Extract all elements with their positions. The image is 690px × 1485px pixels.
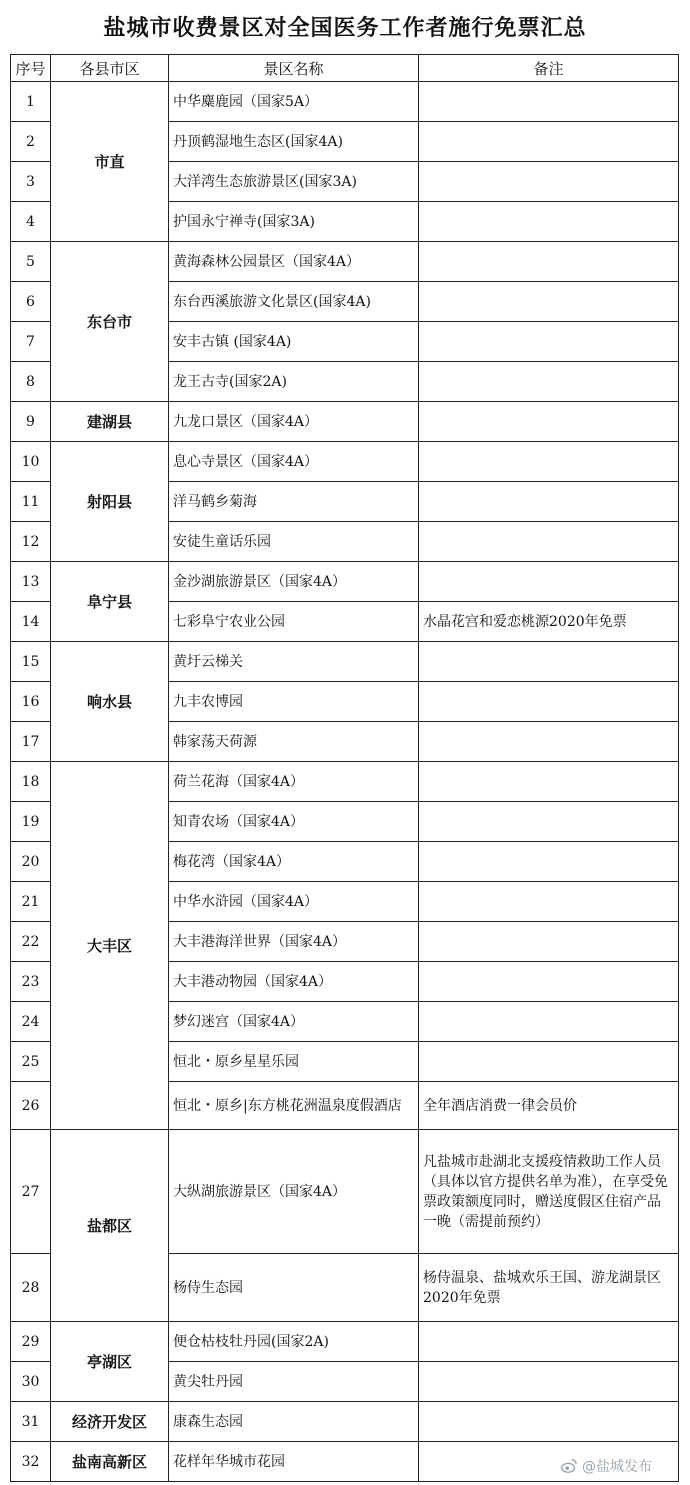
spot-name: 洋马鹤乡菊海 bbox=[169, 482, 419, 522]
row-number: 12 bbox=[11, 522, 51, 562]
table-body bbox=[11, 82, 679, 1482]
row-number: 1 bbox=[11, 82, 51, 122]
row-number: 25 bbox=[11, 1042, 51, 1082]
note-cell bbox=[419, 122, 679, 162]
note-cell bbox=[419, 722, 679, 762]
table-row bbox=[11, 82, 679, 122]
note-cell bbox=[419, 242, 679, 282]
spot-name: 花样年华城市花园 bbox=[169, 1442, 419, 1482]
row-number: 29 bbox=[11, 1322, 51, 1362]
spot-name: 护国永宁禅寺(国家3A) bbox=[169, 202, 419, 242]
row-number: 26 bbox=[11, 1082, 51, 1130]
row-number: 19 bbox=[11, 802, 51, 842]
county-cell: 市直 bbox=[51, 82, 169, 242]
table-row bbox=[11, 642, 679, 682]
county-cell: 射阳县 bbox=[51, 442, 169, 562]
scenic-spot-table bbox=[10, 54, 679, 1482]
header-no: 序号 bbox=[11, 55, 51, 82]
row-number: 11 bbox=[11, 482, 51, 522]
note-cell bbox=[419, 922, 679, 962]
row-number: 23 bbox=[11, 962, 51, 1002]
spot-name: 中华麋鹿园（国家5A） bbox=[169, 82, 419, 122]
row-number: 6 bbox=[11, 282, 51, 322]
note-cell bbox=[419, 642, 679, 682]
note-cell bbox=[419, 362, 679, 402]
table-row bbox=[11, 1130, 679, 1254]
note-cell bbox=[419, 762, 679, 802]
spot-name: 荷兰花海（国家4A） bbox=[169, 762, 419, 802]
spot-name: 九龙口景区（国家4A） bbox=[169, 402, 419, 442]
county-cell: 盐都区 bbox=[51, 1130, 169, 1322]
spot-name: 黄圩云梯关 bbox=[169, 642, 419, 682]
note-cell bbox=[419, 562, 679, 602]
row-number: 18 bbox=[11, 762, 51, 802]
spot-name: 杨侍生态园 bbox=[169, 1254, 419, 1322]
spot-name: 恒北・原乡|东方桃花洲温泉度假酒店 bbox=[169, 1082, 419, 1130]
table-row bbox=[11, 1402, 679, 1442]
row-number: 3 bbox=[11, 162, 51, 202]
header-row bbox=[11, 55, 679, 82]
row-number: 7 bbox=[11, 322, 51, 362]
county-cell: 经济开发区 bbox=[51, 1402, 169, 1442]
page-title: 盐城市收费景区对全国医务工作者施行免票汇总 bbox=[103, 15, 587, 41]
spot-name: 大洋湾生态旅游景区(国家3A) bbox=[169, 162, 419, 202]
spot-name: 安徒生童话乐园 bbox=[169, 522, 419, 562]
spot-name: 丹顶鹤湿地生态区(国家4A) bbox=[169, 122, 419, 162]
note-cell bbox=[419, 322, 679, 362]
note-cell bbox=[419, 82, 679, 122]
table-row bbox=[11, 1322, 679, 1362]
note-cell bbox=[419, 802, 679, 842]
table-row bbox=[11, 242, 679, 282]
spot-name: 金沙湖旅游景区（国家4A） bbox=[169, 562, 419, 602]
spot-name: 息心寺景区（国家4A） bbox=[169, 442, 419, 482]
header-note: 备注 bbox=[419, 55, 679, 82]
table-row bbox=[11, 402, 679, 442]
header-county: 各县市区 bbox=[51, 55, 169, 82]
note-cell bbox=[419, 1362, 679, 1402]
row-number: 13 bbox=[11, 562, 51, 602]
note-cell bbox=[419, 1002, 679, 1042]
spot-name: 龙王古寺(国家2A) bbox=[169, 362, 419, 402]
county-cell: 大丰区 bbox=[51, 762, 169, 1130]
spot-name: 便仓枯枝牡丹园(国家2A) bbox=[169, 1322, 419, 1362]
row-number: 21 bbox=[11, 882, 51, 922]
table-row bbox=[11, 562, 679, 602]
row-number: 32 bbox=[11, 1442, 51, 1482]
county-cell: 建湖县 bbox=[51, 402, 169, 442]
row-number: 16 bbox=[11, 682, 51, 722]
row-number: 24 bbox=[11, 1002, 51, 1042]
row-number: 28 bbox=[11, 1254, 51, 1322]
note-cell bbox=[419, 522, 679, 562]
row-number: 22 bbox=[11, 922, 51, 962]
note-cell bbox=[419, 162, 679, 202]
row-number: 14 bbox=[11, 602, 51, 642]
row-number: 20 bbox=[11, 842, 51, 882]
note-cell bbox=[419, 1042, 679, 1082]
row-number: 17 bbox=[11, 722, 51, 762]
county-cell: 响水县 bbox=[51, 642, 169, 762]
note-cell bbox=[419, 402, 679, 442]
note-cell bbox=[419, 1402, 679, 1442]
spot-name: 黄尖牡丹园 bbox=[169, 1362, 419, 1402]
row-number: 27 bbox=[11, 1130, 51, 1254]
spot-name: 恒北・原乡星星乐园 bbox=[169, 1042, 419, 1082]
spot-name: 韩家荡天荷源 bbox=[169, 722, 419, 762]
note-cell bbox=[419, 202, 679, 242]
note-cell: 水晶花宫和爱恋桃源2020年免票 bbox=[419, 602, 679, 642]
note-cell bbox=[419, 282, 679, 322]
note-cell: 全年酒店消费一律会员价 bbox=[419, 1082, 679, 1130]
note-cell bbox=[419, 482, 679, 522]
spot-name: 大丰港海洋世界（国家4A） bbox=[169, 922, 419, 962]
table-row bbox=[11, 762, 679, 802]
spot-name: 梅花湾（国家4A） bbox=[169, 842, 419, 882]
row-number: 30 bbox=[11, 1362, 51, 1402]
county-cell: 盐南高新区 bbox=[51, 1442, 169, 1482]
note-cell bbox=[419, 882, 679, 922]
header-spot-name: 景区名称 bbox=[169, 55, 419, 82]
county-cell: 阜宁县 bbox=[51, 562, 169, 642]
weibo-logo-icon bbox=[560, 1457, 578, 1475]
spot-name: 东台西溪旅游文化景区(国家4A) bbox=[169, 282, 419, 322]
note-cell bbox=[419, 1322, 679, 1362]
spot-name: 七彩阜宁农业公园 bbox=[169, 602, 419, 642]
row-number: 10 bbox=[11, 442, 51, 482]
spot-name: 知青农场（国家4A） bbox=[169, 802, 419, 842]
note-cell bbox=[419, 842, 679, 882]
spot-name: 梦幻迷宫（国家4A） bbox=[169, 1002, 419, 1042]
row-number: 31 bbox=[11, 1402, 51, 1442]
row-number: 15 bbox=[11, 642, 51, 682]
note-cell: 凡盐城市赴湖北支援疫情救助工作人员（具体以官方提供名单为准），在享受免票政策额度同时，赠送度假区住宿产品一晚（需提前预约） bbox=[419, 1130, 679, 1254]
note-cell: 杨侍温泉、盐城欢乐王国、游龙湖景区2020年免票 bbox=[419, 1254, 679, 1322]
spot-name: 大丰港动物园（国家4A） bbox=[169, 962, 419, 1002]
table-row bbox=[11, 442, 679, 482]
row-number: 5 bbox=[11, 242, 51, 282]
row-number: 4 bbox=[11, 202, 51, 242]
row-number: 8 bbox=[11, 362, 51, 402]
note-cell bbox=[419, 962, 679, 1002]
spot-name: 九丰农博园 bbox=[169, 682, 419, 722]
county-cell: 亭湖区 bbox=[51, 1322, 169, 1402]
watermark-text: @盐城发布 bbox=[582, 1459, 652, 1475]
note-cell bbox=[419, 682, 679, 722]
note-cell bbox=[419, 442, 679, 482]
spot-name: 黄海森林公园景区（国家4A） bbox=[169, 242, 419, 282]
spot-name: 大纵湖旅游景区（国家4A） bbox=[169, 1130, 419, 1254]
weibo-watermark bbox=[560, 1456, 652, 1476]
row-number: 9 bbox=[11, 402, 51, 442]
spot-name: 康森生态园 bbox=[169, 1402, 419, 1442]
county-cell: 东台市 bbox=[51, 242, 169, 402]
row-number: 2 bbox=[11, 122, 51, 162]
spot-name: 安丰古镇 (国家4A) bbox=[169, 322, 419, 362]
spot-name: 中华水浒园（国家4A） bbox=[169, 882, 419, 922]
